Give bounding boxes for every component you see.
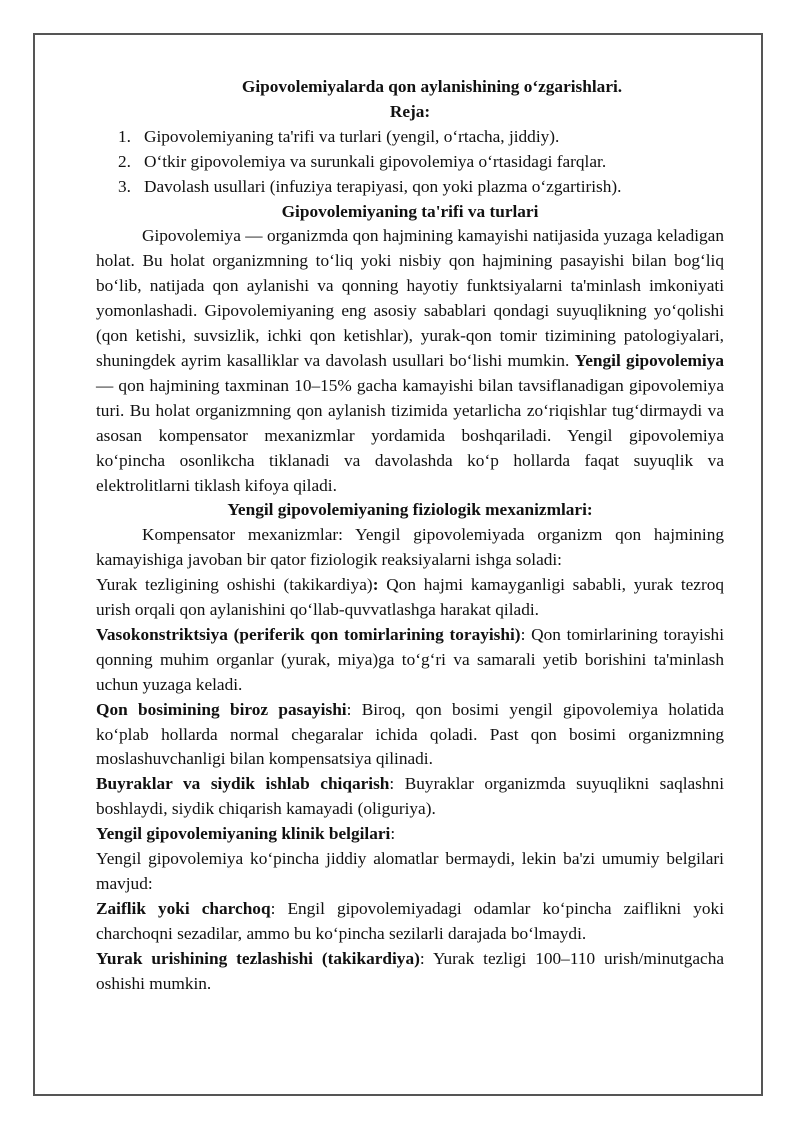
item-separator: : xyxy=(390,824,396,844)
plan-item-number: 3. xyxy=(118,176,131,196)
item-text: Yurak tezligi 100–110 urish/minutgacha oshishi mumkin. xyxy=(96,948,725,993)
item-term: Qon bosimining biroz pasayishi xyxy=(96,699,347,719)
item-text: Biroq, qon bosimi yengil gipovolemiya holatida ko‘plab hollarda normal chegaralar ichida qoladi. Past qon bosimi organizmning moslashuvchanligi bilan kompensatsiya qilinadi. xyxy=(96,699,724,769)
symptom-item xyxy=(96,897,724,947)
item-term: Vasokonstriktsiya (periferik qon tomirlarining torayishi) xyxy=(96,624,521,644)
definition-paragraph xyxy=(96,224,724,498)
plan-heading: Reja: xyxy=(389,101,431,121)
item-separator: : xyxy=(372,575,379,595)
plan-item-number: 2. xyxy=(118,151,131,171)
item-term: Yurak tezligining oshishi (takikardiya) xyxy=(96,575,373,595)
item-separator: : xyxy=(389,774,395,794)
mechanism-item xyxy=(96,772,724,822)
mechanism-item xyxy=(96,623,724,698)
plan-item-number: 1. xyxy=(118,126,131,146)
mechanism-item xyxy=(96,698,724,773)
item-separator: : xyxy=(270,898,276,918)
paragraph: Kompensator mexanizmlar: Yengil gipovolemiyada organizm qon hajmining kamayishiga javoban bir qator fiziologik reaksiyalarni ishga soladi: xyxy=(96,525,724,570)
plan-item xyxy=(96,150,724,175)
item-term: Yurak urishining tezlashishi (takikardiya) xyxy=(96,948,420,968)
section-heading: Gipovolemiyaning ta'rifi va turlari xyxy=(281,201,539,221)
mechanism-item xyxy=(96,573,724,623)
item-term: Yengil gipovolemiyaning klinik belgilari xyxy=(96,824,391,844)
item-separator: : xyxy=(419,948,425,968)
item-separator: : xyxy=(346,699,352,719)
plan-item xyxy=(96,125,724,150)
document-body xyxy=(96,75,724,997)
plan-item-text: Gipovolemiyaning ta'rifi va turlari (yengil, o‘rtacha, jiddiy). xyxy=(144,126,560,146)
item-term: Buyraklar va siydik ishlab chiqarish xyxy=(96,774,390,794)
plan-item xyxy=(96,175,724,200)
paragraph-text: — qon hajmining taxminan 10–15% gacha kamayishi bilan tavsiflanadigan gipovolemiya turi. Bu holat organizmning qon aylanish tizimida yetarlicha zo‘riqishlar tug‘dirmaydi va asosan kompensator mexanizmlar yordamida boshqariladi. Yengil gipovolemiya ko‘pincha osonlikcha tiklanadi va davolashda ko‘p hollarda faqat suyuqlik va elektrolitlarni tiklash kifoya qiladi. xyxy=(96,375,724,495)
bold-term: Yengil gipovolemiya xyxy=(574,350,724,370)
document-title: Gipovolemiyalarda qon aylanishining o‘zgarishlari. xyxy=(241,77,623,96)
item-text: Qon hajmi kamayganligi sababli, yurak tezroq urish orqali qon aylanishini qo‘llab-quvvatlashga harakat qiladi. xyxy=(96,575,724,620)
plan-item-text: O‘tkir gipovolemiya va surunkali gipovolemiya o‘rtasidagi farqlar. xyxy=(144,151,607,171)
paragraph-text: Gipovolemiya — organizmda qon hajmining kamayishi natijasida yuzaga keladigan holat. Bu holat organizmning to‘liq yoki nisbiy qon hajmining pasayishi bilan bog‘liq bo‘lib, natijada qon aylanishi va qonning hayotiy funktsiyalarni ta'minlash imkoniyati yomonlashadi. Gipovolemiyaning eng asosiy sabablari qondagi suyuqlikning yo‘qolishi (qon ketishi, suvsizlik, ichki qon ketishlar), yurak-qon tomir tizimining patologiyalari, shuningdek ayrim kasalliklar va davolash usullari bo‘lishi mumkin. xyxy=(96,226,724,370)
section-heading-inline xyxy=(96,822,724,847)
item-text: Buyraklar organizmda suyuqlikni saqlashni boshlaydi, siydik chiqarish kamayadi (oliguriya). xyxy=(96,774,724,819)
item-separator: : xyxy=(520,624,526,644)
item-text: Engil gipovolemiyadagi odamlar ko‘pincha zaiflikni yoki charchoqni sezadilar, ammo bu ko‘pincha sezilarli darajada bo‘lmaydi. xyxy=(96,898,725,943)
plan-item-text: Davolash usullari (infuziya terapiyasi, qon yoki plazma o‘zgartirish). xyxy=(144,176,622,196)
plan-list xyxy=(96,125,724,200)
item-text: Qon tomirlarining torayishi qonning muhim organlar (yurak, miya)ga to‘g‘ri va samarali yetib borishini ta'minlash uchun yuzaga keladi. xyxy=(96,624,724,694)
symptom-item xyxy=(96,947,724,997)
paragraph: Yengil gipovolemiya ko‘pincha jiddiy alomatlar bermaydi, lekin ba'zi umumiy belgilari mavjud: xyxy=(96,849,724,893)
item-term: Zaiflik yoki charchoq xyxy=(96,898,271,918)
section-heading: Yengil gipovolemiyaning fiziologik mexanizmlari: xyxy=(227,500,593,520)
